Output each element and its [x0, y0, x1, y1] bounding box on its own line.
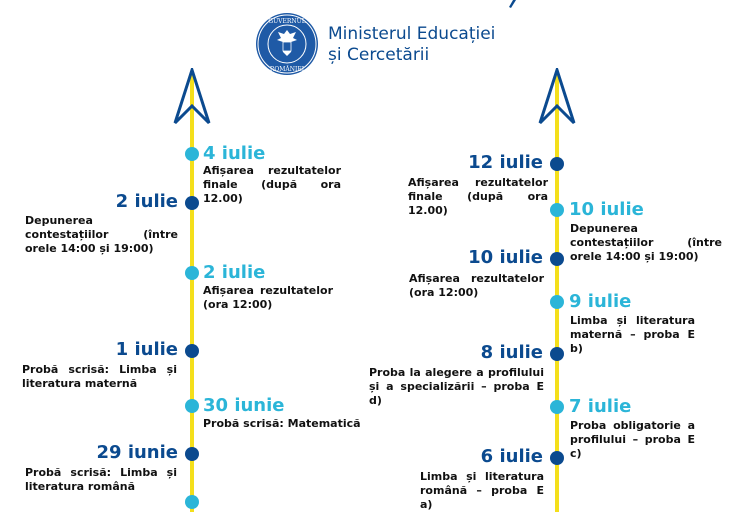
timeline-dot	[550, 295, 564, 309]
event-description: Depunerea contestațiilor (între orele 14:00 și 19:00)	[570, 222, 722, 263]
event-description: Probă scrisă: Matematică	[203, 417, 361, 430]
timeline-dot	[550, 252, 564, 266]
event-date: 9 iulie	[569, 291, 632, 312]
event-date: 30 iunie	[203, 395, 285, 416]
event-description: Afișarea rezultatelor (ora 12:00)	[409, 272, 544, 299]
right-arrow-up-icon	[537, 68, 577, 128]
left-arrow-up-icon	[172, 68, 212, 128]
seal-text-bottom: ROMÂNIEI	[269, 66, 305, 73]
event-date: 6 iulie	[480, 446, 543, 467]
event-date: 2 iulie	[203, 262, 266, 283]
ministry-name	[328, 24, 495, 66]
timeline-dot-partial	[185, 495, 199, 509]
event-date: 4 iulie	[203, 143, 266, 164]
event-description: Limba și literatura maternă – proba E b)	[570, 314, 695, 355]
event-date: 12 iulie	[468, 152, 543, 173]
left-timeline-line	[190, 72, 194, 512]
event-date: 10 iulie	[569, 199, 644, 220]
event-date: 10 iulie	[468, 247, 543, 268]
event-description: Proba obligatorie a profilului – proba E c)	[570, 419, 695, 460]
timeline-dot	[550, 347, 564, 361]
timeline-dot	[185, 266, 199, 280]
timeline-dot	[550, 400, 564, 414]
ministry-line-1: Ministerul Educației	[328, 24, 496, 44]
cropped-title-glyph	[507, 0, 517, 8]
event-description: Limba și literatura română – proba E a)	[420, 470, 544, 511]
timeline-dot	[185, 344, 199, 358]
timeline-dot	[550, 203, 564, 217]
event-description: Afișarea rezultatelor finale (după ora 12.00)	[203, 164, 341, 205]
timeline-dot	[550, 451, 564, 465]
timeline-dot	[185, 399, 199, 413]
timeline-dot	[185, 447, 199, 461]
event-description: Probă scrisă: Limba și literatura maternă	[22, 363, 177, 390]
event-date: 2 iulie	[115, 191, 178, 212]
event-date: 7 iulie	[569, 396, 632, 417]
event-description: Afișarea rezultatelor finale (după ora 12.00)	[408, 176, 548, 217]
timeline-dot	[185, 196, 199, 210]
event-description: Proba la alegere a profilului și a specializării – proba E d)	[369, 366, 544, 407]
ministry-line-2: și Cercetării	[328, 45, 430, 65]
event-description: Depunerea contestațiilor (între orele 14:00 și 19:00)	[25, 214, 178, 255]
seal-text-top: GUVERNUL	[268, 18, 306, 25]
event-description: Afișarea rezultatelor (ora 12:00)	[203, 284, 333, 311]
event-date: 29 iunie	[96, 442, 178, 463]
timeline-dot	[550, 157, 564, 171]
government-seal-logo	[255, 12, 319, 76]
timeline-dot	[185, 147, 199, 161]
event-description: Probă scrisă: Limba și literatura română	[25, 466, 177, 493]
right-timeline-line	[555, 72, 559, 512]
event-date: 1 iulie	[115, 339, 178, 360]
event-date: 8 iulie	[480, 342, 543, 363]
